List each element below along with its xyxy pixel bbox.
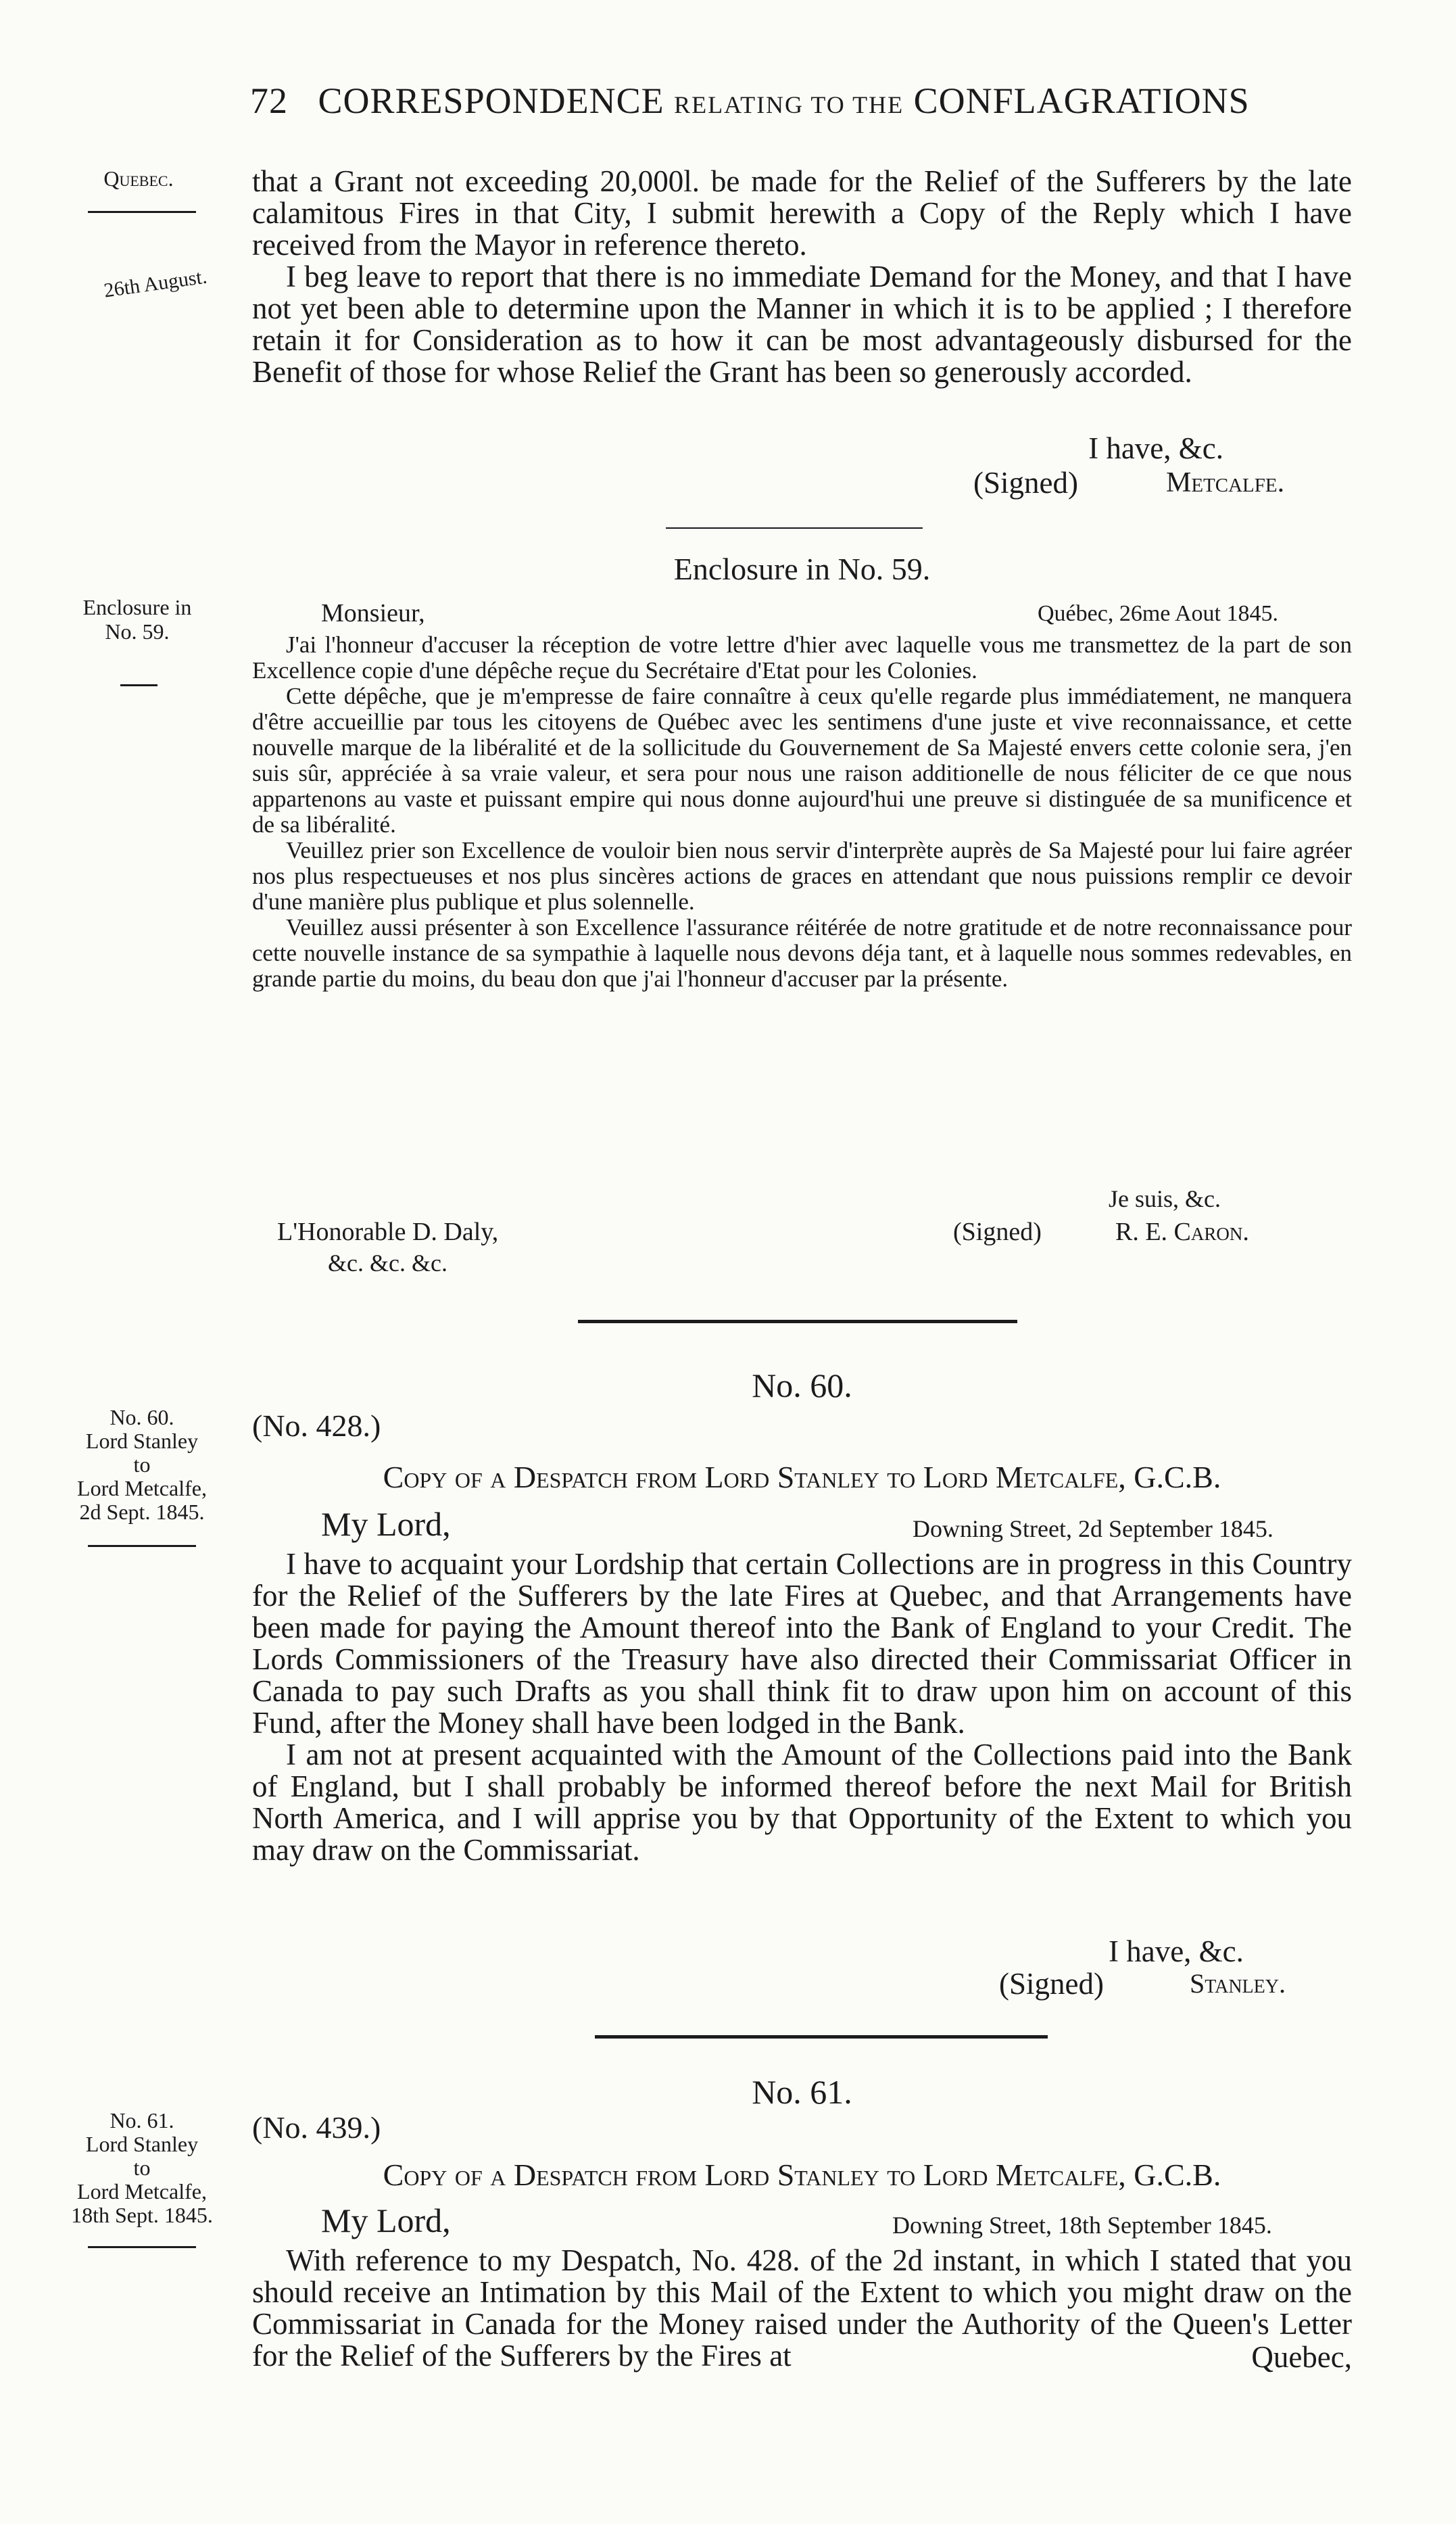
enclosure-etc: &c. &c. &c. bbox=[328, 1249, 447, 1277]
enclosure-para1: J'ai l'honneur d'accuser la réception de votre lettre d'hier avec laquelle vous me transmettez de la part de son Excellence copie d'une dépêche reçue du Secrétaire d'Etat pour les Colonies. bbox=[252, 632, 1352, 684]
letter-top-closing: I have, &c. bbox=[1088, 431, 1223, 465]
margin-no61-line2: Lord Stanley bbox=[85, 2132, 199, 2156]
section-divider-thick bbox=[595, 2035, 1048, 2039]
header-title-part1: CORRESPONDENCE bbox=[318, 80, 664, 121]
no60-title: Copy of a Despatch from Lord Stanley to Lord Metcalfe, G.C.B. bbox=[383, 1460, 1221, 1494]
margin-no61-line5: 18th Sept. 1845. bbox=[71, 2203, 213, 2227]
header-title-part3: CONFLAGRATIONS bbox=[913, 80, 1250, 121]
page-header bbox=[250, 80, 1359, 122]
letter-top-para1: that a Grant not exceeding 20,000l. be made for the Relief of the Sufferers by the late calamitous Fires in that City, I submit herewith a Copy of the Reply which I have received from the Mayor in reference thereto. bbox=[252, 164, 1352, 262]
no60-body bbox=[252, 1548, 1352, 1866]
enclosure-para3: Veuillez prier son Excellence de vouloir bien nous servir d'interprète auprès de Sa Majesté pour lui faire agréer nos plus respectueuses et nos plus sincères actions de graces en attendant que nous puissions remplir ce devoir d'une manière plus publique et plus solennelle. bbox=[252, 837, 1352, 915]
margin-no60-line2: Lord Stanley bbox=[85, 1429, 199, 1453]
enclosure-para4: Veuillez aussi présenter à son Excellence l'assurance réitérée de notre gratitude et de notre reconnaissance pour cette nouvelle instance de sa sympathie à laquelle nous devons déja tant, et à laquelle nous sommes redevables, en grande partie du moins, du beau don que j'ai l'honneur d'accuser par la présente. bbox=[252, 914, 1352, 992]
no60-para2: I am not at present acquainted with the Amount of the Collections paid into the Bank of England, but I shall probably be informed thereof before the next Mail for British North America, and I will apprise you by that Opportunity of the Extent to which you may draw on the Commissariat. bbox=[252, 1738, 1352, 1867]
margin-enclosure-line2: No. 59. bbox=[105, 619, 170, 644]
no60-salutation: My Lord, bbox=[321, 1505, 451, 1543]
enclosure-addressee: L'Honorable D. Daly, bbox=[277, 1218, 499, 1246]
margin-enclosure-line1: Enclosure in bbox=[82, 595, 192, 619]
no60-heading: No. 60. bbox=[752, 1366, 852, 1404]
enclosure-body bbox=[252, 632, 1352, 992]
no61-title: Copy of a Despatch from Lord Stanley to Lord Metcalfe, G.C.B. bbox=[383, 2158, 1221, 2192]
section-divider bbox=[666, 527, 923, 529]
no60-para1: I have to acquaint your Lordship that certain Collections are in progress in this Country for the Relief of the Sufferers by the late Fires at Quebec, and that Arrangements have been made for paying the Amount thereof into the Bank of England to your Credit. The Lords Commissioners of the Treasury have also directed their Commissariat Officer in Canada to pay such Drafts as you shall think fit to draw upon him on account of this Fund, after the Money shall have been lodged in the Bank. bbox=[252, 1547, 1352, 1740]
enclosure-heading: Enclosure in No. 59. bbox=[673, 552, 931, 586]
no61-heading: No. 61. bbox=[752, 2073, 852, 2111]
margin-no60-line3: to bbox=[133, 1452, 151, 1477]
no60-ref: (No. 428.) bbox=[252, 1408, 381, 1443]
enclosure-signed: (Signed) bbox=[953, 1218, 1042, 1246]
no60-signed: (Signed) bbox=[999, 1967, 1104, 2001]
margin-quebec: Quebec. bbox=[103, 166, 174, 191]
letter-top-signed: (Signed) bbox=[973, 466, 1078, 500]
enclosure-para2: Cette dépêche, que je m'empresse de faire connaître à ceux qu'elle regarde plus immédiatement, ne manquera d'être accueillie par tous les citoyens de Québec avec les sentimens d'une juste et vive reconnaissance, et cette nouvelle marque de la libéralité et de la sollicitude du Gouvernement de Sa Majesté envers cette colonie sera, j'en suis sûr, appréciée à sa vraie valeur, et sera pour nous une raison additionelle de nous féliciter de ce que nous appartenons au vaste et puissant empire qui nous donne aujourd'hui une preuve si distinguée de sa munificence et de sa libéralité. bbox=[252, 683, 1352, 838]
margin-divider bbox=[88, 211, 196, 213]
margin-no60-line5: 2d Sept. 1845. bbox=[79, 1500, 205, 1524]
margin-no61-line4: Lord Metcalfe, bbox=[77, 2179, 207, 2204]
enclosure-dateline: Québec, 26me Aout 1845. bbox=[1038, 601, 1278, 626]
margin-no61-line3: to bbox=[133, 2156, 151, 2180]
enclosure-closing: Je suis, &c. bbox=[1109, 1185, 1221, 1212]
letter-top bbox=[252, 166, 1352, 388]
section-divider-thick bbox=[578, 1320, 1017, 1323]
no60-closing: I have, &c. bbox=[1109, 1934, 1244, 1968]
no60-signature: Stanley. bbox=[1190, 1968, 1286, 1999]
page-number: 72 bbox=[250, 80, 288, 121]
no61-dateline: Downing Street, 18th September 1845. bbox=[892, 2212, 1272, 2239]
margin-no60-line1: No. 60. bbox=[110, 1405, 174, 1429]
margin-no61-line1: No. 61. bbox=[110, 2108, 174, 2133]
margin-divider bbox=[120, 684, 157, 686]
letter-top-signature: Metcalfe. bbox=[1166, 467, 1285, 498]
enclosure-signature: R. E. Caron. bbox=[1115, 1218, 1249, 1246]
letter-top-para2: I beg leave to report that there is no immediate Demand for the Money, and that I have not yet been able to determine upon the Manner in which it is to be applied ; I therefore retain it for Consideration as to how it can be most advantageously disbursed for the Benefit of those for whose Relief the Grant has been so generously accorded. bbox=[252, 260, 1352, 389]
margin-no60-line4: Lord Metcalfe, bbox=[77, 1476, 207, 1500]
enclosure-salutation: Monsieur, bbox=[321, 599, 425, 627]
margin-divider bbox=[88, 1545, 196, 1547]
no61-catchword: Quebec, bbox=[1251, 2340, 1352, 2374]
margin-date-26-august: 26th August. bbox=[102, 265, 209, 302]
no61-ref: (No. 439.) bbox=[252, 2110, 381, 2145]
header-title-part2: RELATING TO THE bbox=[674, 91, 904, 118]
no61-para1: With reference to my Despatch, No. 428. of the 2d instant, in which I stated that you should receive an Intimation by this Mail of the Extent to which you might draw on the Commissariat in Canada for the Money raised under the Authority of the Queen's Letter for the Relief of the Sufferers by the Fires at bbox=[252, 2243, 1352, 2373]
margin-divider bbox=[88, 2246, 196, 2248]
no61-salutation: My Lord, bbox=[321, 2201, 451, 2239]
no60-dateline: Downing Street, 2d September 1845. bbox=[913, 1515, 1273, 1542]
